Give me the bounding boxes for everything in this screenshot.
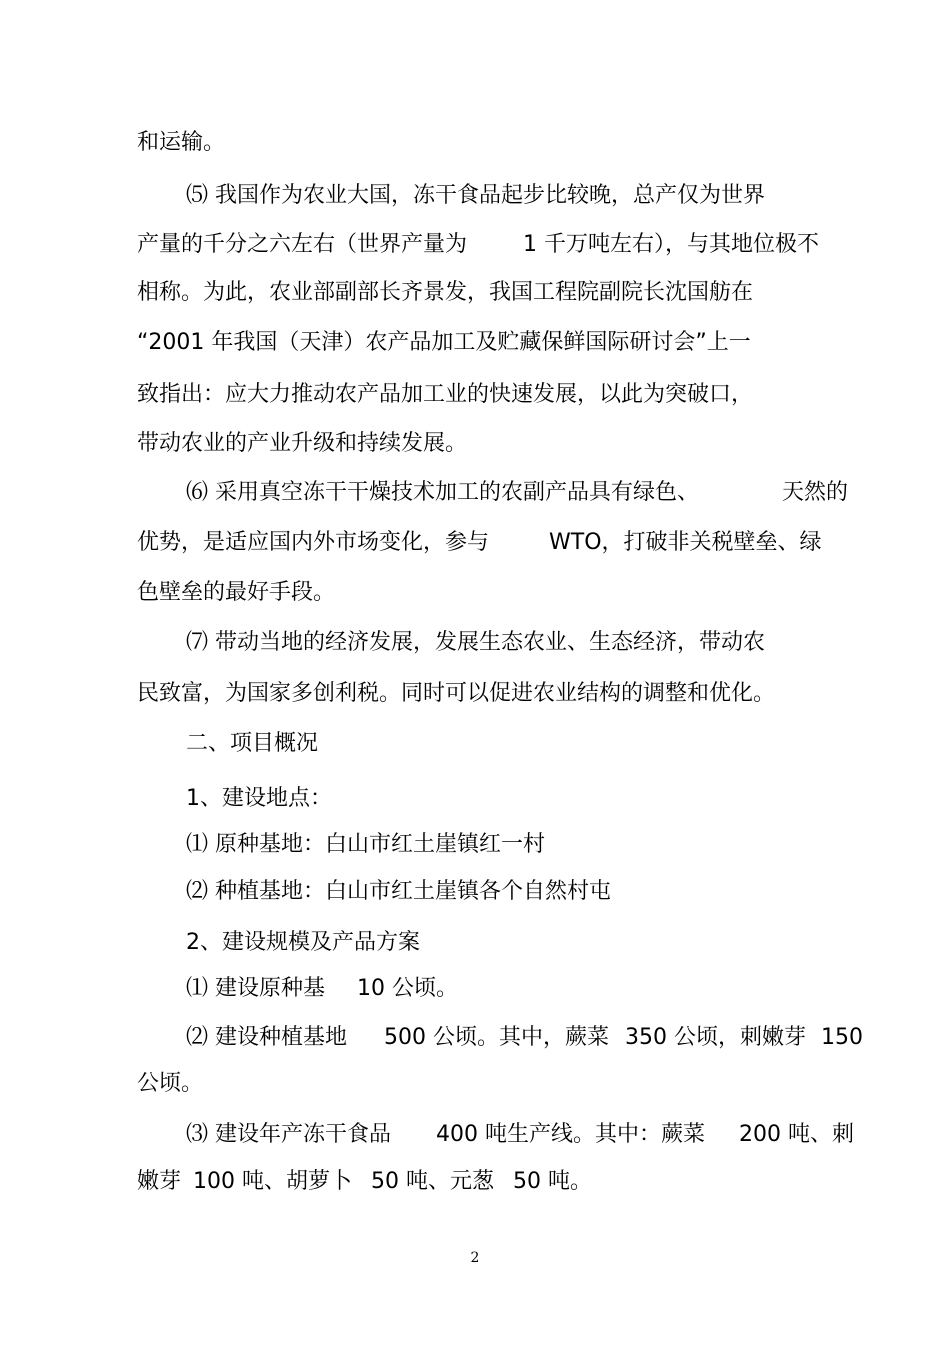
text-segment: 2、建设规模及产品方案 xyxy=(186,930,420,955)
text-line xyxy=(0,126,950,160)
text-segment: 10 公顷。 xyxy=(357,976,458,1001)
text-segment: ⑵ 建设种植基地 xyxy=(186,1025,347,1050)
text-segment: “2001 年我国（天津）农产品加工及贮藏保鲜国际研讨会”上一 xyxy=(137,330,751,355)
page-number: 2 xyxy=(470,1250,480,1266)
text-line xyxy=(0,179,950,213)
text-segment: ⑴ 原种基地：白山市红土崖镇红一村 xyxy=(186,832,545,857)
text-segment: 1 千万吨左右），与其地位极不 xyxy=(523,232,819,257)
text-segment: 50 吨、元葱 xyxy=(371,1169,494,1194)
text-line xyxy=(0,1165,950,1199)
text-segment: 嫩芽 xyxy=(137,1169,182,1194)
text-segment: ⑴ 建设原种基 xyxy=(186,976,325,1001)
text-line xyxy=(0,972,950,1006)
text-segment: ⑺ 带动当地的经济发展，发展生态农业、生态经济，带动农 xyxy=(186,630,765,655)
text-segment: 50 吨。 xyxy=(513,1169,592,1194)
text-segment: ⑶ 建设年产冻干食品 xyxy=(186,1122,391,1147)
text-line xyxy=(0,378,950,412)
text-segment: 带动农业的产业升级和持续发展。 xyxy=(137,431,468,456)
text-line xyxy=(0,276,950,310)
text-segment: 500 公顷。其中，蕨菜 xyxy=(384,1025,609,1050)
text-segment: 产量的千分之六左右（世界产量为 xyxy=(137,232,468,257)
text-line xyxy=(0,1118,950,1152)
text-line xyxy=(0,727,950,761)
text-segment: 100 吨、胡萝卜 xyxy=(193,1169,352,1194)
text-line xyxy=(0,626,950,660)
text-line xyxy=(0,228,950,262)
text-line xyxy=(0,576,950,610)
text-segment: 350 公顷，刺嫩芽 xyxy=(625,1025,806,1050)
text-segment: 150 xyxy=(821,1025,863,1050)
text-line xyxy=(0,875,950,909)
text-segment: 和运输。 xyxy=(137,130,226,155)
text-line xyxy=(0,1021,950,1055)
text-segment: 民致富，为国家多创利税。同时可以促进农业结构的调整和优化。 xyxy=(137,681,776,706)
text-segment: 二、项目概况 xyxy=(186,731,319,756)
text-line xyxy=(0,677,950,711)
text-segment: 400 吨生产线。其中：蕨菜 xyxy=(436,1122,705,1147)
text-segment: 天然的 xyxy=(782,480,849,505)
text-segment: WTO，打破非关税壁垒、绿 xyxy=(549,530,822,555)
text-line xyxy=(0,828,950,862)
text-line xyxy=(0,1067,950,1101)
text-segment: 优势，是适应国内外市场变化，参与 xyxy=(137,530,490,555)
text-segment: 200 吨、刺 xyxy=(739,1122,854,1147)
text-line xyxy=(0,326,950,360)
text-segment: 1、建设地点： xyxy=(186,786,332,811)
text-segment: 色壁垒的最好手段。 xyxy=(137,580,336,605)
text-line xyxy=(0,476,950,510)
text-line xyxy=(0,427,950,461)
text-segment: ⑹ 采用真空冻干干燥技术加工的农副产品具有绿色、 xyxy=(186,480,699,505)
text-segment: 公顷。 xyxy=(137,1071,204,1096)
text-segment: ⑸ 我国作为农业大国，冻干食品起步比较晚，总产仅为世界 xyxy=(186,183,765,208)
text-line xyxy=(0,526,950,560)
text-segment: 相称。为此，农业部副部长齐景发，我国工程院副院长沈国舫在 xyxy=(137,280,754,305)
text-line xyxy=(0,782,950,816)
text-line xyxy=(0,926,950,960)
text-segment: ⑵ 种植基地：白山市红土崖镇各个自然村屯 xyxy=(186,879,611,904)
text-segment: 致指出：应大力推动农产品加工业的快速发展，以此为突破口， xyxy=(137,382,754,407)
